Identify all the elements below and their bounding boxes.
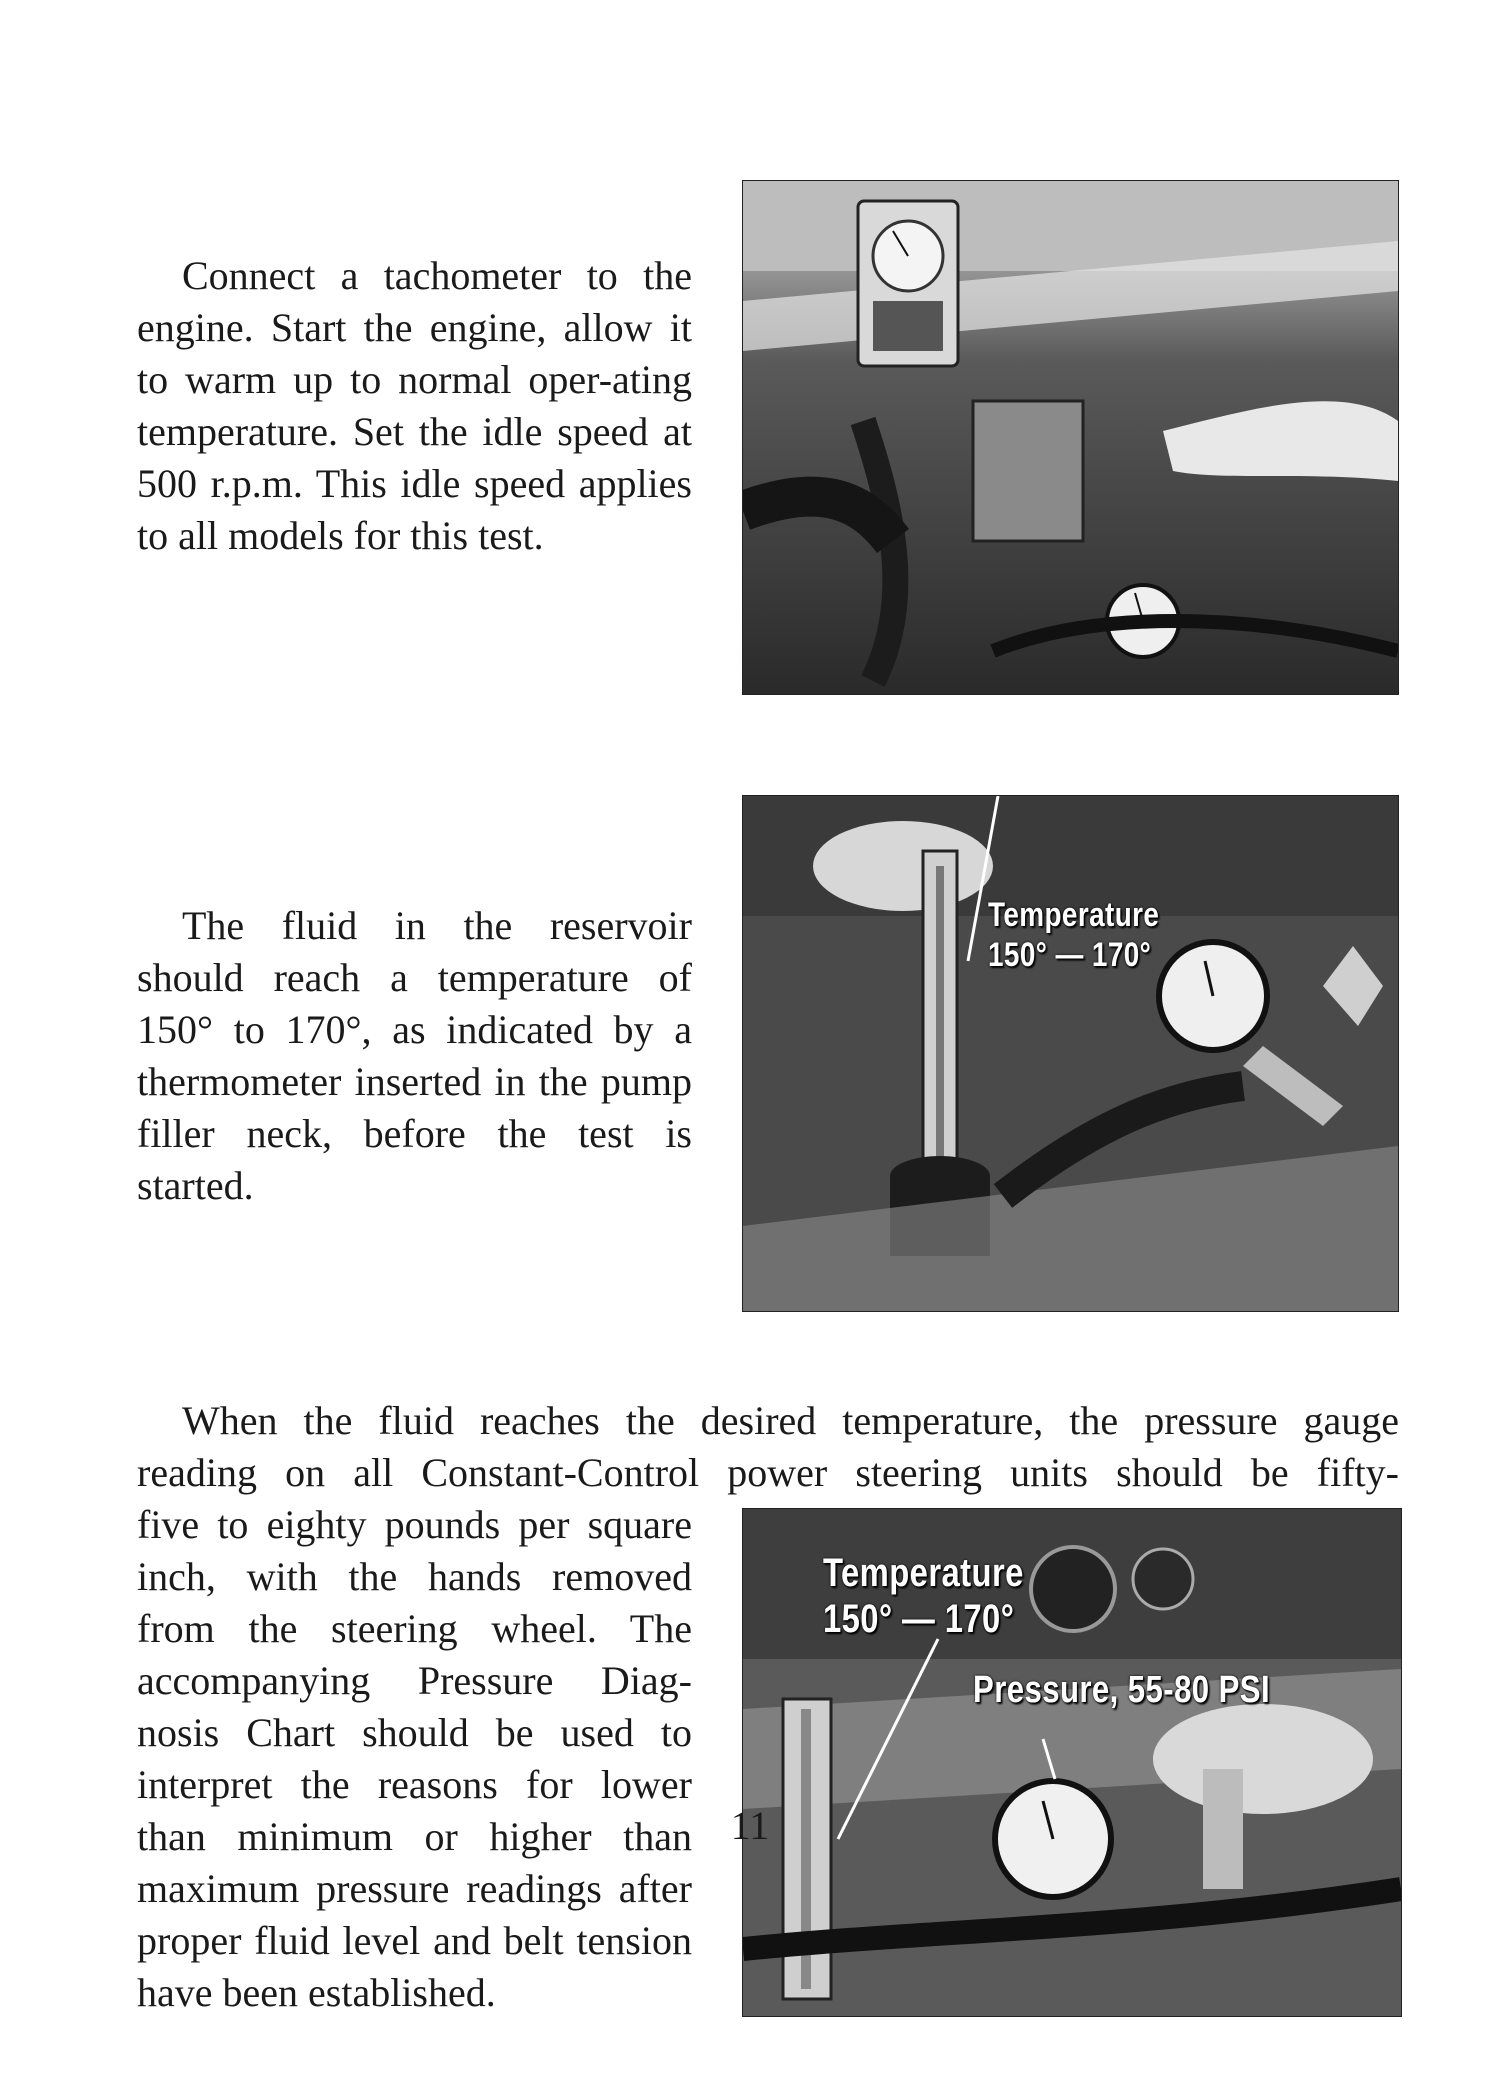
temperature-label: Temperature <box>988 896 1160 934</box>
photo-thermometer-reservoir <box>742 795 1399 1312</box>
photo-engine-tachometer <box>742 180 1399 695</box>
paragraph-tachometer: Connect a tachometer to the engine. Start the engine, allow it to warm up to normal oper-ating temperature. Set the idle speed at 500 r.p.m. This idle speed applies to all models for this test. <box>137 253 692 558</box>
temperature-range-label-2: 150° — 170° <box>823 1597 1015 1641</box>
temperature-label-2: Temperature <box>823 1551 1024 1595</box>
photo-pressure-gauge <box>742 1508 1402 2017</box>
paragraph-pressure-lead <box>137 1395 1399 1499</box>
lead-line-2: reading on all Constant-Control power steering units should be fifty- <box>137 1450 1399 1495</box>
page-number: 11 <box>730 1803 770 1848</box>
pressure-label: Pressure, 55-80 PSI <box>973 1669 1271 1711</box>
paragraph-fluid-temperature: The fluid in the reservoir should reach a temperature of 150° to 170°, as indicated by a thermometer inserted in the pump filler neck, before the test is started. <box>137 903 692 1208</box>
paragraph-pressure-reading: five to eighty pounds per square inch, with the hands removed from the steering wheel. The accompanying Pressure Diag-nosis Chart should be used to interpret the reasons for lower than minimum or higher than maximum pressure readings after proper fluid level and belt tension have been established. <box>137 1502 692 2015</box>
temperature-range-label: 150° — 170° <box>988 936 1152 974</box>
lead-line-1: When the fluid reaches the desired temperature, the pressure gauge <box>182 1398 1399 1443</box>
